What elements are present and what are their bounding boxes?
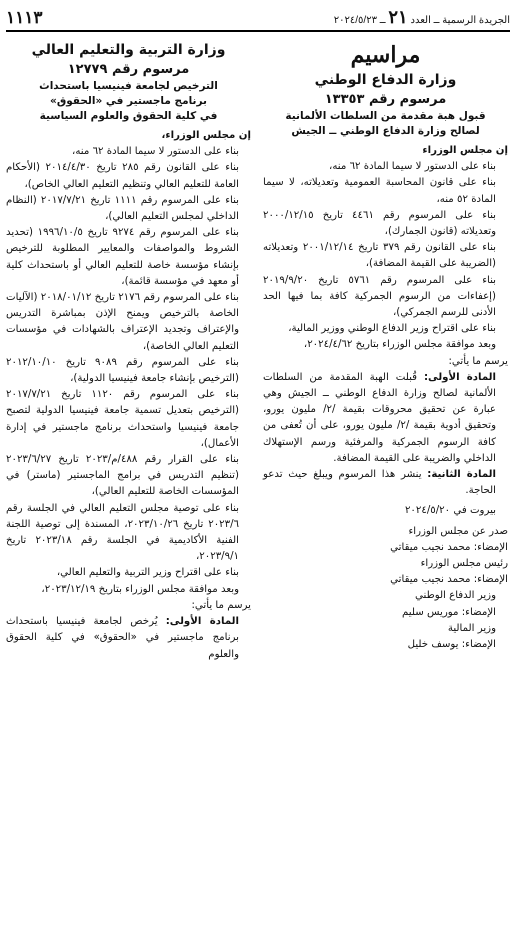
article-label: المادة الأولى: [423, 371, 497, 383]
article-2 [263, 467, 508, 499]
signature-role: وزير المالية [447, 622, 496, 634]
page-header [6, 6, 510, 28]
paragraph: بناء على المرسوم رقم ٤٤٦١ تاريخ ٢٠٠٠/١٢/١٥ وتعديلاته (قانون الجمارك)، [263, 209, 497, 238]
decrees-line: يرسم ما يأتي: [448, 355, 508, 367]
article-1 [6, 614, 251, 663]
signature-name: الإمضاء: محمد نجيب ميقاتي [390, 541, 508, 553]
place-date: بيروت في ٢٠٢٤/٥/٢٠ [404, 505, 496, 517]
paragraph: بناء على المرسوم رقم ١١١١ تاريخ ٢٠١٧/٧/٢١ (النظام الداخلي لمجلس التعليم العالي)، [6, 194, 240, 223]
article-label: المادة الثانية: [427, 469, 496, 481]
ministry-title: وزارة التربية والتعليم العالي [31, 42, 226, 58]
signature-role: وزير الدفاع الوطني [415, 590, 496, 602]
paragraph: بناء على الدستور لا سيما المادة ٦٢ منه، [329, 161, 496, 173]
paragraph: بناء على المرسوم رقم ٩٢٧٤ تاريخ ١٩٩٦/١٠/٥ (تحديد الشروط والمواصفات والمعايير المطلوبة للترخيص بإنشاء مؤسسة خاصة للتعليم العالي أو باستحداث كلية أو معهد في مؤسسة قائمة)، [6, 227, 240, 287]
council-heading: إن مجلس الوزراء [422, 145, 508, 156]
council-heading: إن مجلس الوزراء، [161, 130, 251, 141]
paragraph: بناء على المرسوم رقم ٢١٧٦ تاريخ ٢٠١٨/٠١/١٢ (الآليات الخاصة بالترخيص ويمنح الإذن بمباشرة التدريس والإعتراف وتجديد الإعتراف بالشهادات في مؤسسات التعليم العالي الخاصة)، [6, 292, 239, 352]
header-gazette [334, 7, 510, 28]
page-number: ١١١٣ [6, 8, 43, 28]
paragraph: بناء على القانون رقم ٢٨٥ تاريخ ٢٠١٤/٤/٣٠ (الأحكام العامة للتعليم العالي وتنظيم التعليم العالي الخاص)، [6, 162, 239, 190]
paragraph: بناء على الدستور لا سيما المادة ٦٢ منه، [72, 146, 239, 158]
paragraph: بناء على اقتراح وزير الدفاع الوطني ووزير المالية، [288, 323, 496, 335]
decree-subject: في كلية الحقوق والعلوم السياسية [39, 110, 218, 122]
article-text: ينشر هذا المرسوم ويبلغ حيث تدعو الحاجة. [263, 469, 496, 497]
decree-number: مرسوم رقم ١٣٣٥٣ [324, 92, 447, 107]
signature-name: الإمضاء: موريس سليم [402, 606, 496, 618]
signature-role: رئيس مجلس الوزراء [420, 558, 508, 570]
article-label: المادة الأولى: [165, 616, 239, 628]
decree-number: مرسوم رقم ١٢٧٧٩ [67, 62, 190, 77]
decree-subject: قبول هبة مقدمة من السلطات الألمانية [285, 110, 486, 122]
section-title: مراسيم [350, 42, 421, 68]
paragraph: بناء على المرسوم رقم ١١٢٠ تاريخ ٢٠١٧/٧/٢١ (الترخيص بتعديل تسمية جامعة فينيسيا الدولية لتصبح جامعة فينيسيا واستحداث برنامج ماجستير في إدارة الأعمال)، [6, 389, 239, 449]
header-rule [6, 30, 510, 32]
paragraph: بناء على القرار رقم ٤٨٨/م/٢٠٢٣ تاريخ ٢٠٢٣/٦/٢٧ (تنظيم التدريس في برامج الماجستير (ماستر) في المؤسسات الخاصة للتعليم العالي)، [6, 454, 239, 498]
paragraph: بناء على المرسوم رقم ٥٧٦١ تاريخ ٢٠١٩/٩/٢٠ (إعفاءات من الرسوم الجمركية كافة بما فيها الحد الأدنى للرسم الجمركي)، [263, 274, 496, 319]
issue-date: ــ ٢٠٢٤/٥/٢٣ [333, 15, 386, 26]
decrees-line: يرسم ما يأتي: [191, 599, 251, 611]
decree-subject: لصالح وزارة الدفاع الوطني ــ الجيش [291, 125, 480, 137]
signature-name: الإمضاء: محمد نجيب ميقاتي [390, 574, 508, 586]
issue-number: ٢١ [388, 7, 408, 28]
article-text: يُرخص لجامعة فينيسيا باستحداث برنامج ماجستير في «الحقوق» في كلية الحقوق والعلوم [6, 616, 239, 660]
article-1 [263, 370, 508, 467]
signature-name: الإمضاء: يوسف خليل [407, 639, 496, 651]
decree-subject: برنامج ماجستير في «الحقوق» [50, 95, 207, 107]
paragraph: وبعد موافقة مجلس الوزراء بتاريخ ٢٠٢٣/١٢/١٩، [41, 583, 239, 595]
article-text: قُبلت الهبة المقدمة من السلطات الألمانية لصالح وزارة الدفاع الوطني ــ الجيش وهي عبارة عن تحقيق محروقات بقيمة /٢/ مليون يورو، وتحقيق أدوية بقيمة /٢/ مليون يورو، على أن تُعفى من كافة الرسوم الجمركية والمرفئية ورسم الإستهلاك الداخلي والضريبة على القيمة المضافة. [263, 371, 496, 464]
paragraph: بناء على توصية مجلس التعليم العالي في الجلسة رقم ٢٠٢٣/٦ تاريخ ٢٠٢٣/١٠/٢٦، المسندة إلى توصية اللجنة الفنية الأكاديمية في الجلسة رقم ٢٠٢٣/١٨ تاريخ ٢٠٢٣/٩/١، [6, 502, 240, 563]
decree-subject: الترخيص لجامعة فينيسيا باستحداث [39, 80, 218, 92]
right-column [263, 40, 508, 653]
paragraph: بناء على اقتراح وزير التربية والتعليم العالي، [56, 567, 239, 579]
paragraph: بناء على قانون المحاسبة العمومية وتعديلاته، لا سيما المادة ٥٢ منه، [263, 177, 496, 205]
paragraph: بناء على القانون رقم ٣٧٩ تاريخ ٢٠٠١/١٢/١٤ وتعديلاته (الضريبة على القيمة المضافة)، [263, 242, 497, 270]
left-column [6, 40, 251, 663]
paragraph: وبعد موافقة مجلس الوزراء بتاريخ ٢٠٢٤/٤/٦٢، [303, 339, 496, 351]
paragraph: بناء على المرسوم رقم ٩٠٨٩ تاريخ ٢٠١٢/١٠/١٠ (الترخيص بإنشاء جامعة فينيسيا الدولية)، [6, 356, 240, 385]
ministry-title: وزارة الدفاع الوطني [314, 72, 457, 88]
gazette-title: الجريدة الرسمية ــ العدد [410, 15, 510, 26]
signature-role: صدر عن مجلس الوزراء [408, 525, 508, 537]
